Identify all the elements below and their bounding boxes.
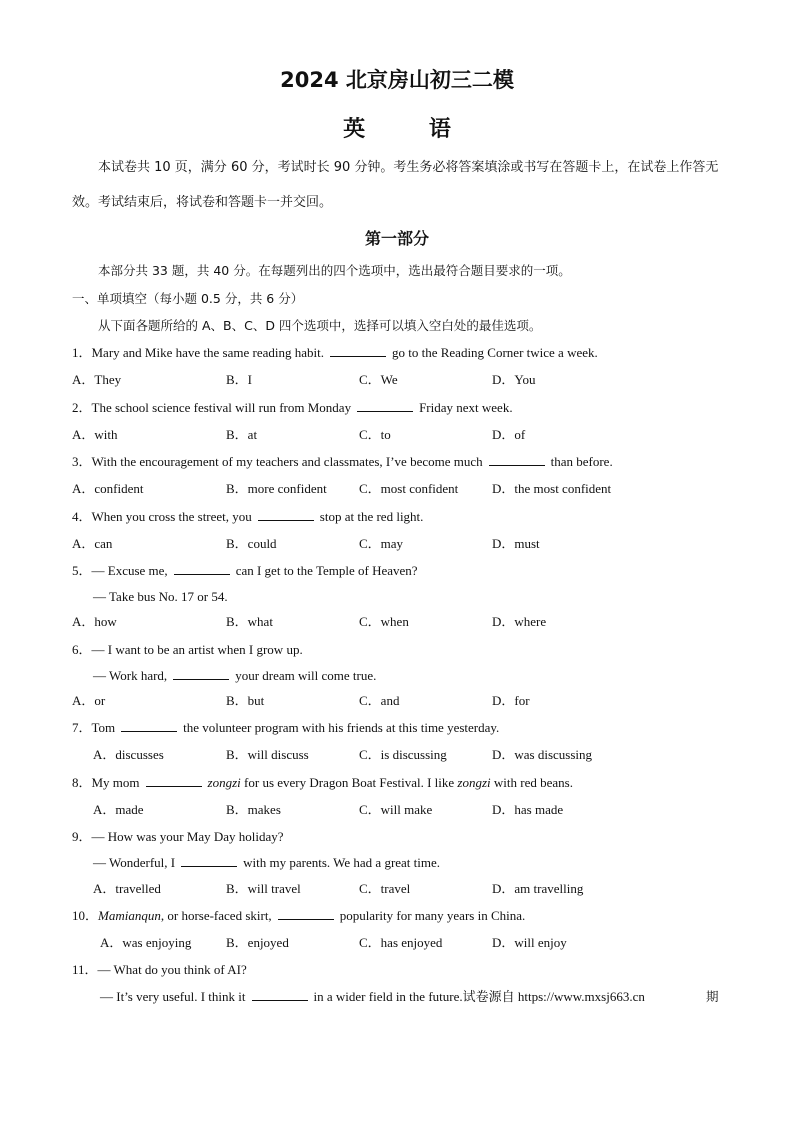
option-a: A．made [93,802,144,817]
question-stem: 10．Mamianqun, or horse-faced skirt, popularity for many years in China. [72,908,526,923]
answer-blank [121,719,177,732]
option-c: C．will make [359,802,433,817]
option-d: D．was discussing [492,747,593,762]
option-d: D．must [492,536,540,551]
answer-blank [181,854,237,867]
dialogue-reply: — Take bus No. 17 or 54. [93,589,228,604]
option-b: B．but [226,693,265,708]
section-instruction: 从下面各题所给的 A、B、C、D 四个选项中，选择可以填入空白处的最佳选项。 [98,318,542,333]
answer-blank [252,988,308,1001]
subject-title: 英 语 [343,117,479,142]
question-stem: 7．Tom the volunteer program with his friends at this time yesterday. [72,720,500,735]
part-title: 第一部分 [364,229,429,248]
dialogue-reply: — Work hard, your dream will come true. [93,668,377,683]
answer-blank [173,667,229,680]
option-b: B．what [226,614,273,629]
option-d: D．will enjoy [492,935,567,950]
exam-title: 2024 北京房山初三二模 [280,68,514,92]
option-b: B．will travel [226,881,301,896]
part-description: 本部分共 33 题，共 40 分。在每题列出的四个选项中，选出最符合题目要求的一项。 [98,263,571,278]
answer-blank [174,562,230,575]
option-d: D．You [492,372,536,387]
answer-blank [330,344,386,357]
question-stem: 6．— I want to be an artist when I grow up. [72,642,303,657]
option-c: C．when [359,614,409,629]
option-a: A．was enjoying [100,935,192,950]
question-stem: 1．Mary and Mike have the same reading habit. go to the Reading Corner twice a week. [72,345,598,360]
option-c: C．is discussing [359,747,447,762]
answer-blank [489,453,545,466]
option-d: D．for [492,693,530,708]
option-c: C．may [359,536,404,551]
dialogue-reply: — It’s very useful. I think it in a wider field in the future.试卷源自 https://www.mxsj663.cn [100,989,645,1004]
section-title: 一、单项填空（每小题 0.5 分，共 6 分） [72,291,304,306]
answer-blank [278,907,334,920]
option-a: A．with [72,427,118,442]
option-c: C．travel [359,881,411,896]
option-d: D．has made [492,802,564,817]
option-b: B．more confident [226,481,327,496]
question-stem: 4．When you cross the street, you stop at the red light. [72,509,424,524]
option-a: A．They [72,372,122,387]
option-a: A．travelled [93,881,161,896]
question-stem: 2．The school science festival will run from Monday Friday next week. [72,400,513,415]
question-stem: 8．My mom zongzi for us every Dragon Boat Festival. I like zongzi with red beans. [72,775,573,790]
option-a: A．confident [72,481,144,496]
option-b: B．will discuss [226,747,309,762]
option-c: C．We [359,372,398,387]
answer-blank [357,399,413,412]
option-c: C．and [359,693,400,708]
trailing-char: 期 [706,989,719,1004]
exam-instructions: 本试卷共 10 页，满分 60 分，考试时长 90 分钟。考生务必将答案填涂或书写在答题卡上，在试卷上作答无效。考试结束后，将试卷和答题卡一并交回。 [72,160,719,210]
answer-blank [258,508,314,521]
question-stem: 3．With the encouragement of my teachers and classmates, I’ve become much than before. [72,454,613,469]
question-stem: 9．— How was your May Day holiday? [72,829,284,844]
option-b: B．could [226,536,277,551]
option-d: D．the most confident [492,481,612,496]
dialogue-reply: — Wonderful, I with my parents. We had a great time. [93,855,441,870]
option-b: B．enjoyed [226,935,289,950]
option-b: B．I [226,372,253,387]
option-c: C．to [359,427,391,442]
option-c: C．most confident [359,481,459,496]
option-d: D．of [492,427,526,442]
option-a: A．how [72,614,117,629]
answer-blank [146,774,202,787]
option-d: D．am travelling [492,881,584,896]
option-a: A．can [72,536,113,551]
option-b: B．makes [226,802,281,817]
option-b: B．at [226,427,258,442]
option-a: A．discusses [93,747,164,762]
option-c: C．has enjoyed [359,935,443,950]
option-a: A．or [72,693,106,708]
option-d: D．where [492,614,547,629]
question-stem: 5．— Excuse me, can I get to the Temple of Heaven? [72,563,418,578]
question-stem: 11．— What do you think of AI? [72,962,247,977]
